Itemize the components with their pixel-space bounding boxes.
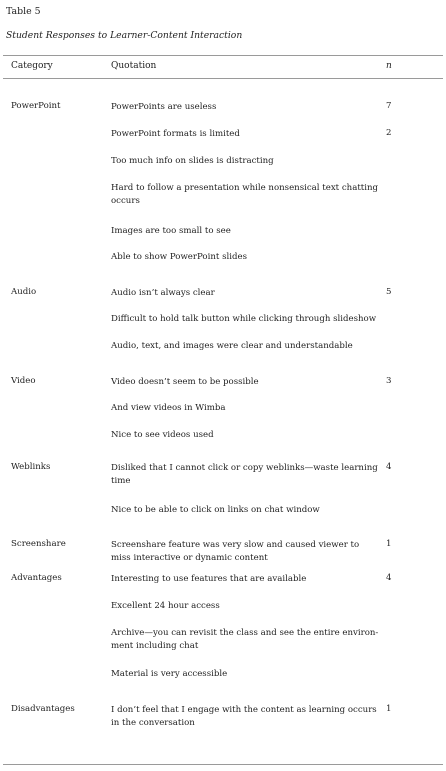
quotation-text: Too much info on slides is distracting xyxy=(111,156,274,166)
quotation-text: Interesting to use features that are available xyxy=(111,574,307,584)
count-value: 1 xyxy=(386,539,392,549)
category-label: Screenshare xyxy=(11,539,66,549)
quotation-text: Audio, text, and images were clear and understandable xyxy=(111,341,353,351)
category-label: Disadvantages xyxy=(11,704,75,714)
header-category: Category xyxy=(11,61,53,71)
quotation-text: PowerPoint formats is limited xyxy=(111,129,240,139)
category-label: Audio xyxy=(11,287,37,297)
quotation-text: Archive—you can revisit the class and see the entire environ-ment including chat xyxy=(111,628,379,651)
quotation-text: Audio isn’t always clear xyxy=(111,288,215,298)
category-label: Weblinks xyxy=(11,462,51,472)
count-value: 2 xyxy=(386,128,392,138)
table-title: Student Responses to Learner-Content Interaction xyxy=(6,30,243,41)
header-quotation: Quotation xyxy=(111,61,157,71)
count-value: 1 xyxy=(386,704,392,714)
quotation-text: I don’t feel that I engage with the content as learning occurs in the conversation xyxy=(111,705,377,728)
quotation-text: Hard to follow a presentation while nonsensical text chatting occurs xyxy=(111,183,379,206)
quotation-text: Video doesn’t seem to be possible xyxy=(111,377,259,387)
quotation-text: Disliked that I cannot click or copy weblinks—waste learning time xyxy=(111,463,378,486)
category-label: PowerPoint xyxy=(11,101,61,111)
quotation-text: Images are too small to see xyxy=(111,226,231,236)
top-rule xyxy=(3,55,443,56)
bottom-rule xyxy=(3,764,443,765)
quotation-text: PowerPoints are useless xyxy=(111,102,217,112)
category-label: Advantages xyxy=(11,573,62,583)
count-value: 7 xyxy=(386,101,392,111)
quotation-text: And view videos in Wimba xyxy=(111,403,226,413)
quotation-text: Difficult to hold talk button while clicking through slideshow xyxy=(111,314,377,324)
quotation-text: Screenshare feature was very slow and caused viewer to miss interactive or dynamic content xyxy=(111,540,360,563)
count-value: 4 xyxy=(386,462,392,472)
count-value: 4 xyxy=(386,573,392,583)
header-rule xyxy=(3,78,443,79)
quotation-text: Nice to be able to click on links on chat window xyxy=(111,505,320,515)
count-value: 3 xyxy=(386,376,392,386)
quotation-text: Able to show PowerPoint slides xyxy=(111,252,247,262)
table-label: Table 5 xyxy=(6,6,41,17)
quotation-text: Nice to see videos used xyxy=(111,430,214,440)
quotation-text: Excellent 24 hour access xyxy=(111,601,220,611)
category-label: Video xyxy=(11,376,36,386)
count-value: 5 xyxy=(386,287,392,297)
quotation-text: Material is very accessible xyxy=(111,669,228,679)
header-n: n xyxy=(386,61,392,71)
